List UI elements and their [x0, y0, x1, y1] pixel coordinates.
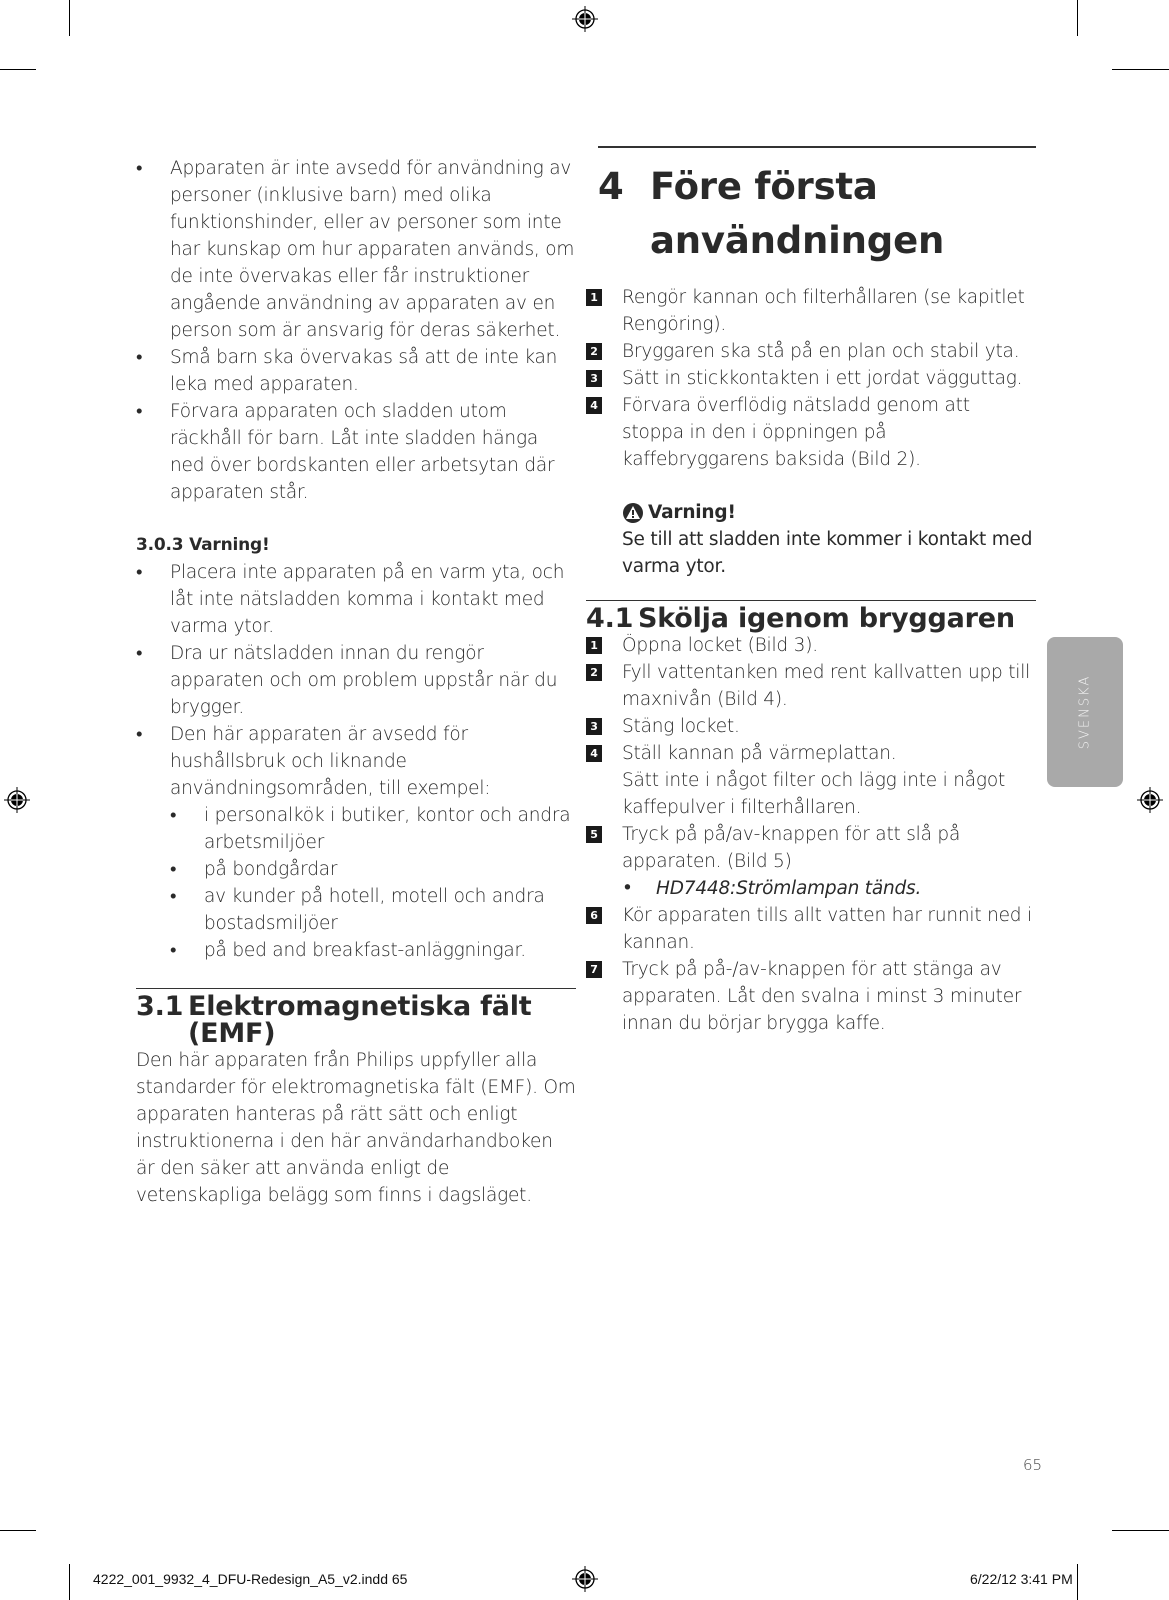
- step-text: Fyll vattentanken med rent kallvatten upp till maxnivån (Bild 4).: [622, 662, 1031, 710]
- step-number-badge: 4: [586, 397, 602, 414]
- crop-mark: [0, 1530, 36, 1531]
- list-item: • Dra ur nätsladden innan du rengör apparaten och om problem uppstår när du brygger.: [136, 640, 576, 721]
- section-heading-3-1: [136, 989, 576, 1047]
- chapter-title: Före första användningen: [650, 165, 945, 262]
- language-tab: [1047, 637, 1123, 787]
- step-number-badge: 6: [586, 907, 602, 924]
- step-item: [586, 659, 1036, 713]
- step-item: [586, 632, 1036, 659]
- chapter-number: 4: [598, 165, 624, 208]
- crop-mark: [1112, 1530, 1169, 1531]
- step-text: Bryggaren ska stå på en plan och stabil yta.: [622, 341, 1020, 362]
- setup-steps: [586, 284, 1036, 473]
- section-title: Elektromagnetiska fält (EMF): [188, 991, 532, 1049]
- step-text: Tryck på på-/av-knappen för att stänga av apparaten. Låt den svalna i minst 3 minuter innan du börjar brygga kaffe.: [622, 959, 1022, 1034]
- warning-callout: [598, 499, 1036, 580]
- warning-bullets: [136, 559, 576, 802]
- registration-mark-icon: [572, 6, 598, 32]
- list-item: • Förvara apparaten och sladden utom räckhåll för barn. Låt inte sladden hänga ned över bordskanten eller arbetsytan där apparaten står.: [136, 398, 576, 506]
- bullet-dot: •: [622, 878, 633, 899]
- language-tab-label: SVENSKA: [1077, 674, 1093, 750]
- safety-bullets: [136, 155, 576, 506]
- step-text: Ställ kannan på värmeplattan.: [622, 743, 897, 764]
- page-number: 65: [1023, 1456, 1043, 1474]
- list-item: • Placera inte apparaten på en varm yta, och låt inte nätsladden komma i kontakt med varma ytor.: [136, 559, 576, 640]
- section-title: Skölja igenom bryggaren: [638, 603, 1015, 634]
- step-text: Stäng locket.: [622, 716, 740, 737]
- list-item: • Den här apparaten är avsedd för hushållsbruk och liknande användningsområden, till exempel:: [136, 721, 576, 802]
- step-item: [586, 365, 1036, 392]
- crop-mark: [1077, 0, 1078, 36]
- step-number-badge: 1: [586, 289, 602, 306]
- step-number-badge: 7: [586, 961, 602, 978]
- warning-text: Se till att sladden inte kommer i kontakt med varma ytor.: [622, 529, 1033, 577]
- section-number: 4.1: [586, 603, 634, 634]
- chapter-heading: [598, 148, 1036, 268]
- registration-mark-icon: [1137, 787, 1163, 813]
- crop-mark: [1077, 1564, 1078, 1600]
- step-item: [586, 284, 1036, 338]
- step-number-badge: 4: [586, 745, 602, 762]
- section-number: 3.1: [136, 991, 184, 1022]
- crop-mark: [69, 0, 70, 36]
- step-note: Sätt inte i något filter och lägg inte i något kaffepulver i filterhållaren.: [622, 770, 1005, 818]
- warning-subheading: 3.0.3 Varning!: [136, 535, 270, 555]
- list-item: • på bondgårdar: [170, 856, 576, 883]
- step-item: [586, 956, 1036, 1037]
- step-item: [586, 392, 1036, 473]
- step-item: [586, 740, 1036, 821]
- crop-mark: [1112, 69, 1169, 70]
- list-item: • på bed and breakfast-anläggningar.: [170, 937, 576, 964]
- step-item: [586, 713, 1036, 740]
- warning-title-text: Varning!: [648, 502, 736, 523]
- list-item: • i personalkök i butiker, kontor och andra arbetsmiljöer: [170, 802, 576, 856]
- right-column: [586, 146, 1036, 1037]
- warning-title: [622, 499, 1036, 526]
- step-number-badge: 3: [586, 370, 602, 387]
- step-text: Sätt in stickkontakten i ett jordat vägguttag.: [622, 368, 1023, 389]
- step-text: Öppna locket (Bild 3).: [622, 635, 818, 656]
- sub-bullet-text: HD7448:Strömlampan tänds.: [656, 878, 922, 899]
- emf-paragraph: Den här apparaten från Philips uppfyller alla standarder för elektromagnetiska fält (EMF). Om apparaten hanteras på rätt sätt och enligt instruktionerna i den här användarhandboken är den säker att använda enligt de vetenskapliga belägg som finns i dagsläget.: [136, 1050, 576, 1206]
- step-text: Förvara överflödig nätsladd genom att stoppa in den i öppningen på kaffebryggarens baksida (Bild 2).: [622, 395, 970, 470]
- step-text: Rengör kannan och filterhållaren (se kapitlet Rengöring).: [622, 287, 1025, 335]
- section-heading-4-1: [586, 601, 1036, 632]
- crop-mark: [0, 69, 36, 70]
- warning-icon: [622, 502, 644, 524]
- rinse-steps: [586, 632, 1036, 1037]
- step-item: [586, 902, 1036, 956]
- step-sub-bullet: [622, 875, 1036, 902]
- list-item: • Apparaten är inte avsedd för användning av personer (inklusive barn) med olika funktionshinder, eller av personer som inte har kunskap om hur apparaten används, om de inte övervakas eller får instruktioner angående användning av apparaten av en person som är ansvarig för deras säkerhet.: [136, 155, 576, 344]
- usage-examples-list: [170, 802, 576, 964]
- slug-datetime: 6/22/12 3:41 PM: [970, 1571, 1073, 1587]
- step-text: Tryck på på/av-knappen för att slå på apparaten. (Bild 5): [622, 824, 961, 872]
- step-number-badge: 3: [586, 718, 602, 735]
- step-number-badge: 2: [586, 343, 602, 360]
- list-item: • Små barn ska övervakas så att de inte kan leka med apparaten.: [136, 344, 576, 398]
- crop-mark: [69, 1564, 70, 1600]
- slug-filename: 4222_001_9932_4_DFU-Redesign_A5_v2.indd 65: [93, 1571, 408, 1587]
- left-column: [136, 155, 576, 1209]
- step-item: [586, 821, 1036, 902]
- step-number-badge: 1: [586, 637, 602, 654]
- list-item: • av kunder på hotell, motell och andra bostadsmiljöer: [170, 883, 576, 937]
- step-number-badge: 2: [586, 664, 602, 681]
- registration-mark-icon: [572, 1566, 598, 1592]
- registration-mark-icon: [4, 787, 30, 813]
- step-text: Kör apparaten tills allt vatten har runnit ned i kannan.: [622, 905, 1032, 953]
- step-item: [586, 338, 1036, 365]
- step-number-badge: 5: [586, 826, 602, 843]
